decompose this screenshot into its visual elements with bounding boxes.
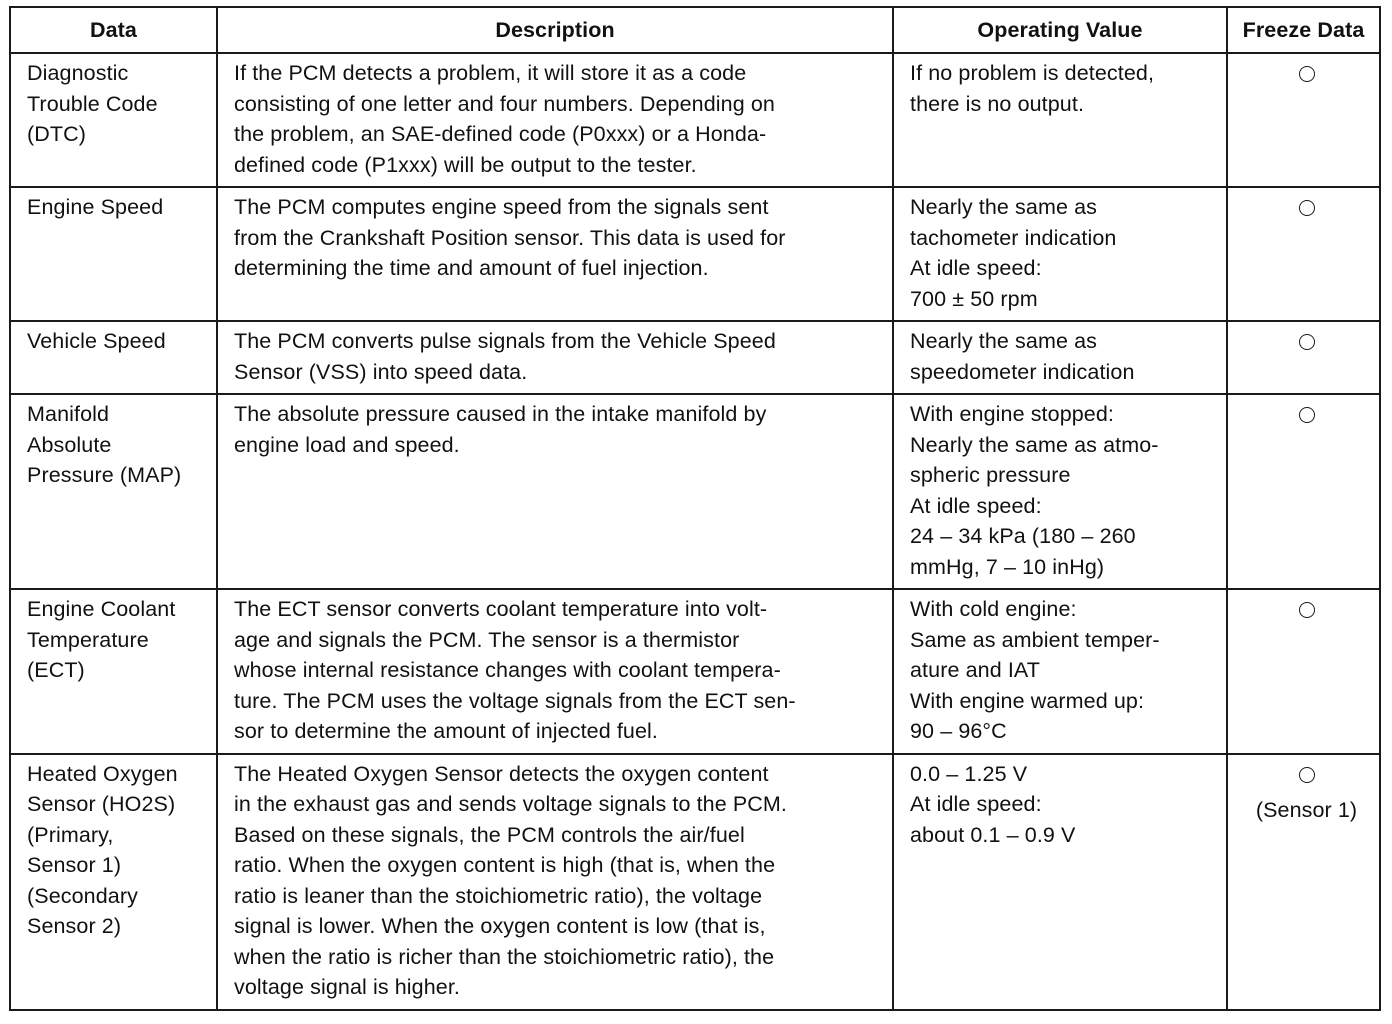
row-data-name: Vehicle Speed [10, 321, 217, 394]
row-description: The absolute pressure caused in the intake manifold by engine load and speed. [217, 394, 893, 589]
row-operating-value: With engine stopped: Nearly the same as atmo- spheric pressure At idle speed: 24 – 34 kPa (180 – 260 mmHg, 7 – 10 inHg) [893, 394, 1227, 589]
row-description: The PCM computes engine speed from the signals sent from the Crankshaft Position sensor. This data is used for determining the time and amount of fuel injection. [217, 187, 893, 321]
freeze-data-table [9, 6, 1381, 1011]
row-operating-value: 0.0 – 1.25 V At idle speed: about 0.1 – 0.9 V [893, 754, 1227, 1010]
freeze-note: (Sensor 1) [1255, 798, 1358, 822]
row-data-name: Engine Speed [10, 187, 217, 321]
row-data-name: Diagnostic Trouble Code (DTC) [10, 53, 217, 187]
header-freeze-data: Freeze Data [1227, 7, 1380, 53]
row-data-name: Engine Coolant Temperature (ECT) [10, 589, 217, 754]
row-operating-value: With cold engine: Same as ambient temper- ature and IAT With engine warmed up: 90 – 96°C [893, 589, 1227, 754]
table-row [10, 53, 1380, 187]
freeze-circle-icon [1299, 334, 1315, 350]
freeze-circle-icon [1299, 200, 1315, 216]
table-row [10, 321, 1380, 394]
row-freeze-cell [1227, 754, 1380, 1010]
table-row [10, 589, 1380, 754]
row-description: If the PCM detects a problem, it will store it as a code consisting of one letter and four numbers. Depending on the problem, an SAE-defined code (P0xxx) or a Honda- defined code (P1xxx) will be output to the tester. [217, 53, 893, 187]
row-freeze-cell [1227, 394, 1380, 589]
header-row [10, 7, 1380, 53]
row-freeze-cell [1227, 187, 1380, 321]
header-data: Data [10, 7, 217, 53]
freeze-circle-icon [1299, 602, 1315, 618]
row-operating-value: If no problem is detected, there is no output. [893, 53, 1227, 187]
row-data-name: Heated Oxygen Sensor (HO2S) (Primary, Sensor 1) (Secondary Sensor 2) [10, 754, 217, 1010]
table-row [10, 394, 1380, 589]
freeze-circle-icon [1299, 66, 1315, 82]
row-description: The PCM converts pulse signals from the Vehicle Speed Sensor (VSS) into speed data. [217, 321, 893, 394]
row-operating-value: Nearly the same as tachometer indication At idle speed: 700 ± 50 rpm [893, 187, 1227, 321]
row-freeze-cell [1227, 53, 1380, 187]
row-description: The Heated Oxygen Sensor detects the oxygen content in the exhaust gas and sends voltage signals to the PCM. Based on these signals, the PCM controls the air/fuel ratio. When the oxygen content is high (that is, when the ratio is leaner than the stoichiometric ratio), the voltage signal is lower. When the oxygen content is low (that is, when the ratio is richer than the stoichiometric ratio), the voltage signal is higher. [217, 754, 893, 1010]
table-row [10, 187, 1380, 321]
row-operating-value: Nearly the same as speedometer indication [893, 321, 1227, 394]
table-row [10, 754, 1380, 1010]
freeze-circle-icon [1299, 767, 1315, 783]
row-freeze-cell [1227, 589, 1380, 754]
header-operating-value: Operating Value [893, 7, 1227, 53]
row-description: The ECT sensor converts coolant temperature into volt- age and signals the PCM. The sensor is a thermistor whose internal resistance changes with coolant tempera- ture. The PCM uses the voltage signals from the ECT sen- sor to determine the amount of injected fuel. [217, 589, 893, 754]
freeze-circle-icon [1299, 407, 1315, 423]
header-description: Description [217, 7, 893, 53]
row-freeze-cell [1227, 321, 1380, 394]
row-data-name: Manifold Absolute Pressure (MAP) [10, 394, 217, 589]
